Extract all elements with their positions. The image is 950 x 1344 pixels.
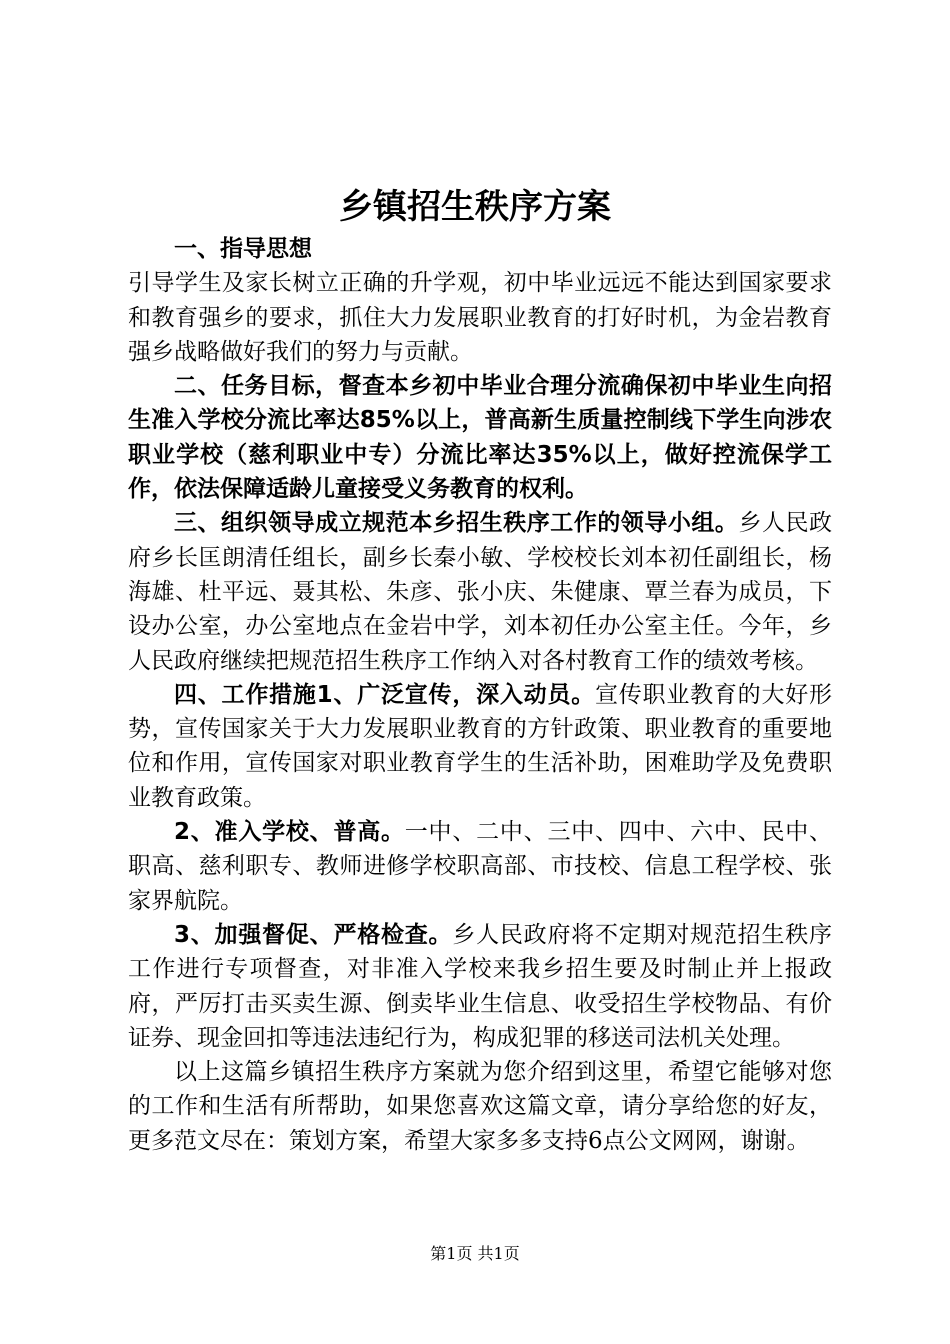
section-heading: 3、加强督促、严格检查。 [174,921,453,948]
section-text: 一中、二中、三中、四中、六中、民中、职高、慈利职专、教师进修学校职高部、市技校、信息工程学校、张家界航院。 [128,819,832,914]
page-number-footer: 第1页 共1页 [430,1244,520,1263]
section-guiding-ideology [128,232,832,369]
section-heading: 2、准入学校、普高。 [174,819,405,846]
section-heading: 一、指导思想 [174,236,312,262]
section-measures [128,678,832,815]
document-title: 乡镇招生秩序方案 [339,187,611,227]
section-heading: 三、组织领导成立规范本乡招生秩序工作的领导小组。 [174,510,739,537]
section-supervision [128,918,832,1055]
document-body [128,232,832,1158]
section-text: 乡人民政府乡长匡朗清任组长，副乡长秦小敏、学校校长刘本初任副组长，杨海雄、杜平远、聂其松、朱彦、张小庆、朱健康、覃兰春为成员，下设办公室，办公室地点在金岩中学，刘本初任办公室主任。今年，乡人民政府继续把规范招生秩序工作纳入对各村教育工作的绩效考核。 [128,510,833,674]
section-text: 乡人民政府将不定期对规范招生秩序工作进行专项督查，对非准入学校来我乡招生要及时制止并上报政府，严厉打击买卖生源、倒卖毕业生信息、收受招生学校物品、有价证券、现金回扣等违法违纪行为，构成犯罪的移送司法机关处理。 [128,921,833,1051]
section-task-goals [128,369,832,506]
section-organization [128,506,832,677]
section-text: 二、任务目标，督查本乡初中毕业合理分流确保初中毕业生向招生准入学校分流比率达85%以上，普高新生质量控制线下学生向涉农职业学校（慈利职业中专）分流比率达35%以上，做好控流保学工作，依法保障适龄儿童接受义务教育的权利。 [128,373,832,503]
closing-paragraph [128,1055,832,1158]
section-heading: 四、工作措施1、广泛宣传，深入动员。 [174,681,595,708]
section-text: 引导学生及家长树立正确的升学观，初中毕业远远不能达到国家要求和教育强乡的要求，抓住大力发展职业教育的打好时机，为金岩教育强乡战略做好我们的努力与贡献。 [128,270,832,365]
section-approved-schools [128,815,832,918]
section-text: 宣传职业教育的大好形势，宣传国家关于大力发展职业教育的方针政策、职业教育的重要地位和作用，宣传国家对职业教育学生的生活补助，困难助学及免费职业教育政策。 [128,681,832,811]
section-text: 以上这篇乡镇招生秩序方案就为您介绍到这里，希望它能够对您的工作和生活有所帮助，如果您喜欢这篇文章，请分享给您的好友，更多范文尽在：策划方案，希望大家多多支持6点公文网网，谢谢。 [128,1059,832,1154]
